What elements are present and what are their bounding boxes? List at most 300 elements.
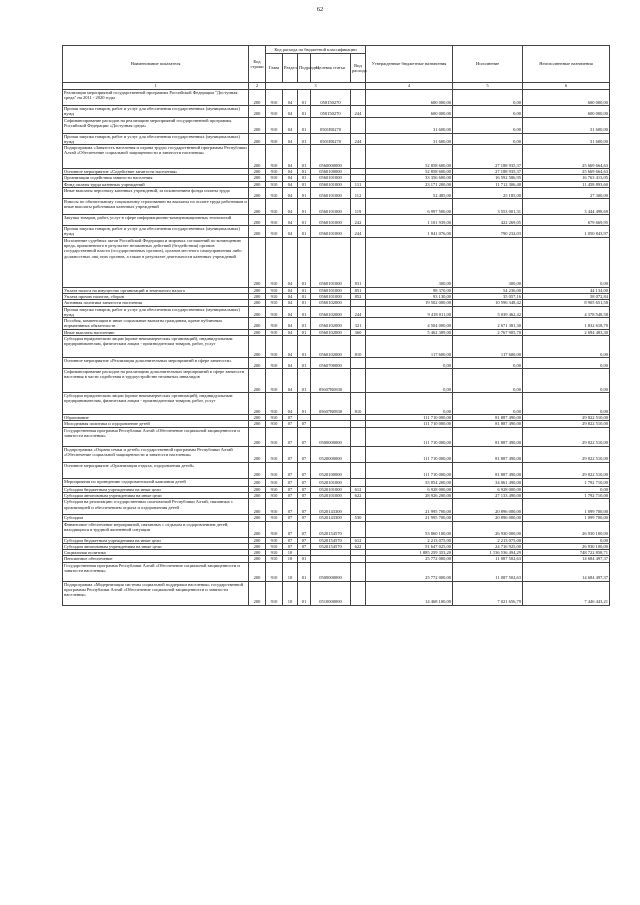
row-line-code: 200 bbox=[249, 117, 266, 133]
row-podrazdel: 07 bbox=[298, 515, 311, 521]
row-approved: 33 356 600,00 bbox=[366, 175, 453, 181]
row-target: 0560101000 bbox=[311, 293, 351, 299]
row-line-code: 200 bbox=[249, 175, 266, 181]
row-unexecuted: 748 722 858,71 bbox=[523, 550, 610, 556]
row-unexecuted: 600 000,00 bbox=[523, 106, 610, 118]
row-glava: 910 bbox=[266, 329, 283, 335]
row-podrazdel: 01 bbox=[298, 287, 311, 293]
row-approved: 14 468 100,00 bbox=[366, 581, 453, 605]
row-glava: 910 bbox=[266, 306, 283, 318]
row-podrazdel: 01 bbox=[298, 318, 311, 330]
row-line-code: 200 bbox=[249, 306, 266, 318]
row-executed: 0,00 bbox=[453, 90, 523, 106]
row-approved: 35 854 200,00 bbox=[366, 478, 453, 486]
row-podrazdel: 01 bbox=[298, 306, 311, 318]
row-target: 05607R0830 bbox=[311, 393, 351, 415]
row-glava: 910 bbox=[266, 478, 283, 486]
row-razdel: 07 bbox=[283, 521, 298, 537]
row-glava: 910 bbox=[266, 226, 283, 238]
row-podrazdel: 07 bbox=[298, 446, 311, 462]
row-target: 0560101000 bbox=[311, 237, 351, 287]
row-razdel: 07 bbox=[283, 462, 298, 478]
row-target: 0520143300 bbox=[311, 499, 351, 515]
row-expense-type bbox=[351, 90, 366, 106]
row-line-code: 200 bbox=[249, 329, 266, 335]
row-line-code: 200 bbox=[249, 226, 266, 238]
row-target: 0520101000 bbox=[311, 478, 351, 486]
row-glava: 910 bbox=[266, 492, 283, 498]
row-line-code: 200 bbox=[249, 581, 266, 605]
row-name: Подпрограмма «Охрана семьи и детей» государственной программы Республики Алтай «Обеспечение социальной защищенности и занятости населения» bbox=[63, 446, 249, 462]
row-podrazdel: 01 bbox=[298, 106, 311, 118]
row-podrazdel: 01 bbox=[298, 358, 311, 369]
row-podrazdel: 01 bbox=[298, 90, 311, 106]
row-podrazdel: 01 bbox=[298, 215, 311, 226]
row-target: 0560101000 bbox=[311, 287, 351, 293]
row-expense-type bbox=[351, 427, 366, 446]
row-name: Уплата прочих налогов, сборов bbox=[63, 293, 249, 299]
header-executed: Исполнение bbox=[453, 46, 523, 83]
row-unexecuted: 0,00 bbox=[523, 537, 610, 543]
row-expense-type: 321 bbox=[351, 318, 366, 330]
page-number: 62 bbox=[316, 6, 324, 13]
row-name: Иные выплаты населению bbox=[63, 329, 249, 335]
row-executed: 27 133 490,00 bbox=[453, 492, 523, 498]
row-razdel: 04 bbox=[283, 306, 298, 318]
table-row bbox=[63, 562, 610, 581]
row-name: Субсидии на реализацию государственных полномочий Республики Алтай, связанных с организацией и обеспечением отдыха и оздоровления детей bbox=[63, 499, 249, 515]
row-expense-type bbox=[351, 117, 366, 133]
row-glava: 910 bbox=[266, 215, 283, 226]
row-unexecuted: 0,00 bbox=[523, 237, 610, 287]
row-name: Взносы по обязательному социальному страхованию на выплаты по оплате труда работников и иные выплаты работникам казенных учреждений bbox=[63, 199, 249, 215]
row-expense-type: 831 bbox=[351, 237, 366, 287]
row-approved: 1 885 259 353,20 bbox=[366, 550, 453, 556]
row-glava: 910 bbox=[266, 562, 283, 581]
row-glava: 910 bbox=[266, 293, 283, 299]
row-name: Молодежная политика и оздоровление детей bbox=[63, 421, 249, 427]
row-podrazdel: 07 bbox=[298, 499, 311, 515]
row-razdel: 04 bbox=[283, 188, 298, 199]
row-executed: 0,00 bbox=[453, 133, 523, 145]
row-line-code: 200 bbox=[249, 427, 266, 446]
header-razdel: Раздел bbox=[283, 54, 298, 83]
row-name: Субсидии юридическим лицам (кроме некоммерческих организаций), индивидуальным предпринимателям, физическим лицам - производителям товаров, работ, услуг bbox=[63, 336, 249, 358]
row-target: 0560101000 bbox=[311, 226, 351, 238]
row-executed: 16 592 586,95 bbox=[453, 175, 523, 181]
table-row bbox=[63, 215, 610, 226]
row-podrazdel: 07 bbox=[298, 478, 311, 486]
row-approved: 111 710 000,00 bbox=[366, 415, 453, 421]
row-razdel: 04 bbox=[283, 287, 298, 293]
row-expense-type bbox=[351, 499, 366, 515]
row-expense-type: 622 bbox=[351, 492, 366, 498]
row-executed: 20 896 000,00 bbox=[453, 515, 523, 521]
row-unexecuted: 14 684 497,37 bbox=[523, 556, 610, 562]
row-executed: 5 039 462,42 bbox=[453, 306, 523, 318]
row-name: Государственная программа Республики Алтай «Обеспечение социальной защищенности и занятости населения» bbox=[63, 427, 249, 446]
row-approved: 4 504 000,00 bbox=[366, 318, 453, 330]
row-glava: 910 bbox=[266, 145, 283, 169]
row-podrazdel: 01 bbox=[298, 169, 311, 175]
row-name: Прочая закупка товаров, работ и услуг для обеспечения государственных (муниципальных) нужд bbox=[63, 226, 249, 238]
row-razdel: 04 bbox=[283, 175, 298, 181]
row-name: Субсидии автономным учреждениям на иные цели bbox=[63, 543, 249, 549]
row-target: 0560000000 bbox=[311, 145, 351, 169]
row-line-code: 200 bbox=[249, 358, 266, 369]
row-expense-type: 244 bbox=[351, 106, 366, 118]
row-target: 0500000000 bbox=[311, 427, 351, 446]
row-approved: 1 841 076,00 bbox=[366, 226, 453, 238]
row-expense-type: 612 bbox=[351, 486, 366, 492]
row-unexecuted: 11 458 893,60 bbox=[523, 181, 610, 187]
table-row bbox=[63, 106, 610, 118]
row-unexecuted: 16 763 413,05 bbox=[523, 175, 610, 181]
row-approved: 117 600,00 bbox=[366, 336, 453, 358]
row-approved: 98 370,00 bbox=[366, 287, 453, 293]
row-line-code: 200 bbox=[249, 106, 266, 118]
header-target: Целевая статья bbox=[311, 54, 351, 83]
row-line-code: 200 bbox=[249, 369, 266, 393]
row-approved: 51 647 025,00 bbox=[366, 543, 453, 549]
row-glava: 910 bbox=[266, 393, 283, 415]
row-razdel: 04 bbox=[283, 117, 298, 133]
row-razdel: 10 bbox=[283, 556, 298, 562]
row-line-code: 200 bbox=[249, 421, 266, 427]
row-approved: 111 710 000,00 bbox=[366, 446, 453, 462]
row-unexecuted: 1 832 618,70 bbox=[523, 318, 610, 330]
header-unexecuted: Неисполненные назначения bbox=[523, 46, 610, 83]
row-glava: 910 bbox=[266, 486, 283, 492]
row-target: 0560101000 bbox=[311, 175, 351, 181]
row-glava: 910 bbox=[266, 181, 283, 187]
row-line-code: 200 bbox=[249, 300, 266, 306]
row-glava: 910 bbox=[266, 543, 283, 549]
row-expense-type bbox=[351, 521, 366, 537]
row-glava: 910 bbox=[266, 199, 283, 215]
row-executed: 3 553 001,31 bbox=[453, 199, 523, 215]
row-expense-type bbox=[351, 358, 366, 369]
row-line-code: 200 bbox=[249, 446, 266, 462]
row-approved: 600 000,00 bbox=[366, 90, 453, 106]
table-row bbox=[63, 318, 610, 330]
row-name: Основное мероприятие «Организация отдыха, оздоровления детей» bbox=[63, 462, 249, 478]
row-razdel: 07 bbox=[283, 427, 298, 446]
row-expense-type: 810 bbox=[351, 393, 366, 415]
row-podrazdel: 01 bbox=[298, 237, 311, 287]
table-row bbox=[63, 358, 610, 369]
row-unexecuted: 1 792 710,00 bbox=[523, 492, 610, 498]
row-razdel: 04 bbox=[283, 106, 298, 118]
row-unexecuted: 29 822 510,00 bbox=[523, 446, 610, 462]
row-line-code: 200 bbox=[249, 556, 266, 562]
row-approved: 53 860 100,00 bbox=[366, 521, 453, 537]
row-glava: 910 bbox=[266, 300, 283, 306]
row-approved: 1 101 939,00 bbox=[366, 215, 453, 226]
row-expense-type bbox=[351, 369, 366, 393]
row-razdel: 07 bbox=[283, 421, 298, 427]
row-name: Прочая закупка товаров, работ и услуг для обеспечения государственных (муниципальных) нужд bbox=[63, 106, 249, 118]
table-row bbox=[63, 427, 610, 446]
header-classification-group: Код расхода по бюджетной классификации bbox=[266, 46, 366, 54]
row-expense-type: 244 bbox=[351, 133, 366, 145]
row-target: 0560102000 bbox=[311, 329, 351, 335]
row-target: 0560102000 bbox=[311, 306, 351, 318]
row-glava: 910 bbox=[266, 515, 283, 521]
column-index: 5 bbox=[453, 83, 523, 90]
row-razdel: 04 bbox=[283, 145, 298, 169]
row-line-code: 200 bbox=[249, 237, 266, 287]
table-row bbox=[63, 336, 610, 358]
row-approved: 31 600,00 bbox=[366, 117, 453, 133]
row-line-code: 200 bbox=[249, 550, 266, 556]
row-target: 050150270 bbox=[311, 90, 351, 106]
row-line-code: 200 bbox=[249, 318, 266, 330]
row-unexecuted: 26 930 100,00 bbox=[523, 521, 610, 537]
table-row bbox=[63, 499, 610, 515]
row-glava: 910 bbox=[266, 117, 283, 133]
row-podrazdel: 07 bbox=[298, 492, 311, 498]
row-name: Субсидии бюджетным учреждениям на иные цели bbox=[63, 537, 249, 543]
row-name: Субсидии bbox=[63, 515, 249, 521]
row-unexecuted: 29 822 510,00 bbox=[523, 462, 610, 478]
row-podrazdel: 07 bbox=[298, 537, 311, 543]
row-name: Основное мероприятие «Содействие занятости населения» bbox=[63, 169, 249, 175]
row-line-code: 200 bbox=[249, 181, 266, 187]
row-line-code: 200 bbox=[249, 393, 266, 415]
row-expense-type: 244 bbox=[351, 226, 366, 238]
row-approved: 28 926 200,00 bbox=[366, 492, 453, 498]
table-row bbox=[63, 306, 610, 318]
row-executed: 10 596 348,42 bbox=[453, 300, 523, 306]
column-index: 1 bbox=[63, 83, 249, 90]
row-name: Иные выплаты персоналу казенных учреждений, за исключением фонда оплаты труда bbox=[63, 188, 249, 199]
row-line-code: 200 bbox=[249, 562, 266, 581]
row-target: 0520101000 bbox=[311, 492, 351, 498]
row-target: 0560102000 bbox=[311, 300, 351, 306]
table-row bbox=[63, 188, 610, 199]
row-approved: 0,00 bbox=[366, 358, 453, 369]
row-razdel: 04 bbox=[283, 358, 298, 369]
row-glava: 910 bbox=[266, 369, 283, 393]
row-razdel: 04 bbox=[283, 199, 298, 215]
row-executed: 0,00 bbox=[453, 369, 523, 393]
row-unexecuted: 8 905 651,58 bbox=[523, 300, 610, 306]
row-razdel: 04 bbox=[283, 181, 298, 187]
row-line-code: 200 bbox=[249, 133, 266, 145]
row-target: 0560101000 bbox=[311, 188, 351, 199]
row-expense-type bbox=[351, 581, 366, 605]
row-unexecuted: 0,00 bbox=[523, 358, 610, 369]
row-expense-type: 244 bbox=[351, 306, 366, 318]
table-row bbox=[63, 581, 610, 605]
row-name: Мероприятия по проведению оздоровительной кампании детей bbox=[63, 478, 249, 486]
row-executed: 11 087 502,63 bbox=[453, 562, 523, 581]
row-unexecuted: 31 600,00 bbox=[523, 117, 610, 133]
row-name: Прочая закупка товаров, работ и услуг для обеспечения государственных (муниципальных) нужд bbox=[63, 306, 249, 318]
row-target: 0520100000 bbox=[311, 462, 351, 478]
table-row bbox=[63, 369, 610, 393]
row-expense-type bbox=[351, 562, 366, 581]
row-name: Исполнение судебных актов Российской Федерации и мировых соглашений по возмещению вреда, причиненного в результате незаконных действий (бездействия) органов государственной власти (государственных органов), органов местного самоуправления либо должностных лиц этих органов, а также в результате деятельности казенных учреждений bbox=[63, 237, 249, 287]
row-podrazdel: 07 bbox=[298, 427, 311, 446]
header-name: Наименование показателя bbox=[63, 46, 249, 83]
row-unexecuted: 1 099 700,00 bbox=[523, 499, 610, 515]
row-podrazdel: 01 bbox=[298, 145, 311, 169]
row-name: Софинансирование расходов на реализацию мероприятий государственной программы Российской Федерации «Доступная среда» bbox=[63, 117, 249, 133]
row-line-code: 200 bbox=[249, 478, 266, 486]
row-podrazdel: 01 bbox=[298, 329, 311, 335]
row-unexecuted: 29 822 510,00 bbox=[523, 415, 610, 421]
row-executed: 7 021 656,79 bbox=[453, 581, 523, 605]
row-name: Активная политика занятости населения bbox=[63, 300, 249, 306]
row-glava: 910 bbox=[266, 106, 283, 118]
table-row bbox=[63, 393, 610, 415]
row-glava: 910 bbox=[266, 358, 283, 369]
row-expense-type: 612 bbox=[351, 537, 366, 543]
row-name: Пособия, компенсации и иные социальные выплаты гражданам, кроме публичных нормативных обязательств bbox=[63, 318, 249, 330]
row-expense-type bbox=[351, 446, 366, 462]
row-razdel: 07 bbox=[283, 415, 298, 421]
row-razdel: 04 bbox=[283, 237, 298, 287]
row-approved: 111 710 000,00 bbox=[366, 421, 453, 427]
row-executed: 0,00 bbox=[453, 117, 523, 133]
budget-execution-table bbox=[62, 45, 610, 606]
column-index: 6 bbox=[523, 83, 610, 90]
row-expense-type: 530 bbox=[351, 515, 366, 521]
row-line-code: 200 bbox=[249, 537, 266, 543]
row-target: 0560102000 bbox=[311, 336, 351, 358]
row-executed: 81 887 490,00 bbox=[453, 462, 523, 478]
row-approved: 5 462 389,00 bbox=[366, 329, 453, 335]
row-expense-type bbox=[351, 478, 366, 486]
row-podrazdel: 01 bbox=[298, 369, 311, 393]
row-podrazdel: 01 bbox=[298, 226, 311, 238]
row-target: 0500000000 bbox=[311, 562, 351, 581]
row-podrazdel: 01 bbox=[298, 293, 311, 299]
row-glava: 910 bbox=[266, 169, 283, 175]
row-line-code: 200 bbox=[249, 293, 266, 299]
row-unexecuted: 2 694 483,30 bbox=[523, 329, 610, 335]
row-executed: 11 712 306,40 bbox=[453, 181, 523, 187]
row-unexecuted: 29 822 510,00 bbox=[523, 427, 610, 446]
row-expense-type: 810 bbox=[351, 336, 366, 358]
row-executed: 26 930 000,00 bbox=[453, 521, 523, 537]
row-approved: 9 418 011,00 bbox=[366, 306, 453, 318]
row-razdel: 07 bbox=[283, 446, 298, 462]
row-name: Основное мероприятие «Реализация дополнительных мероприятий в сфере занятости» bbox=[63, 358, 249, 369]
table-row bbox=[63, 521, 610, 537]
row-name: Финансовое обеспечение мероприятий, связанных с отдыхом и оздоровлением детей, находящихся в трудной жизненной ситуации bbox=[63, 521, 249, 537]
row-name: Субсидии бюджетным учреждениям на иные цели bbox=[63, 486, 249, 492]
row-razdel: 07 bbox=[283, 537, 298, 543]
row-razdel: 04 bbox=[283, 226, 298, 238]
row-line-code: 200 bbox=[249, 336, 266, 358]
table-row bbox=[63, 462, 610, 478]
row-target: 0501R0270 bbox=[311, 133, 351, 145]
row-razdel: 04 bbox=[283, 169, 298, 175]
row-razdel: 04 bbox=[283, 393, 298, 415]
row-podrazdel: 01 bbox=[298, 175, 311, 181]
row-approved: 0,00 bbox=[366, 369, 453, 393]
row-executed: 6 928 000,00 bbox=[453, 486, 523, 492]
row-target: 0560101000 bbox=[311, 181, 351, 187]
row-razdel: 07 bbox=[283, 492, 298, 498]
header-line-code: Код строки bbox=[249, 46, 266, 83]
row-executed: 27 188 935,37 bbox=[453, 169, 523, 175]
row-expense-type: 119 bbox=[351, 199, 366, 215]
row-razdel: 04 bbox=[283, 90, 298, 106]
row-line-code: 200 bbox=[249, 515, 266, 521]
row-name: Субсидии юридическим лицам (кроме некоммерческих организаций), индивидуальным предпринимателям, физическим лицам - производителям товаров, работ, услуг bbox=[63, 393, 249, 415]
row-razdel: 04 bbox=[283, 318, 298, 330]
row-target: 0560700000 bbox=[311, 358, 351, 369]
row-glava: 910 bbox=[266, 90, 283, 106]
row-podrazdel: 01 bbox=[298, 199, 311, 215]
row-name: Государственная программа Республики Алтай «Обеспечение социальной защищенности и занятости населения» bbox=[63, 562, 249, 581]
row-glava: 910 bbox=[266, 462, 283, 478]
row-name: Закупка товаров, работ, услуг в сфере информационно-коммуникационных технологий bbox=[63, 215, 249, 226]
row-podrazdel: 01 bbox=[298, 336, 311, 358]
row-unexecuted: 3 444 498,69 bbox=[523, 199, 610, 215]
row-executed: 81 887 490,00 bbox=[453, 415, 523, 421]
row-expense-type: 851 bbox=[351, 287, 366, 293]
row-podrazdel: 01 bbox=[298, 556, 311, 562]
table-row bbox=[63, 199, 610, 215]
row-name: Софинансирование расходов на реализацию дополнительных мероприятий в сфере занятости населения в части содействия в трудоустройстве незанятых инвалидов bbox=[63, 369, 249, 393]
header-approved: Утвержденные бюджетные назначения bbox=[366, 46, 453, 83]
row-unexecuted: 1 099 700,00 bbox=[523, 515, 610, 521]
row-line-code: 200 bbox=[249, 199, 266, 215]
row-podrazdel: 07 bbox=[298, 462, 311, 478]
table-row bbox=[63, 237, 610, 287]
row-razdel: 07 bbox=[283, 478, 298, 486]
row-approved: 52 485,00 bbox=[366, 188, 453, 199]
row-executed: 81 887 490,00 bbox=[453, 427, 523, 446]
table-row bbox=[63, 133, 610, 145]
row-unexecuted: 7 446 443,21 bbox=[523, 581, 610, 605]
row-glava: 910 bbox=[266, 287, 283, 293]
row-name: Реализация мероприятий государственной программы Российской Федерации "Доступная среда" на 2011 - 2020 годы bbox=[63, 90, 249, 106]
row-podrazdel: 07 bbox=[298, 486, 311, 492]
row-unexecuted: 1 050 843,97 bbox=[523, 226, 610, 238]
row-podrazdel: 01 bbox=[298, 581, 311, 605]
row-unexecuted: 0,00 bbox=[523, 336, 610, 358]
row-target: 0520154570 bbox=[311, 543, 351, 549]
row-approved: 2 213 075,00 bbox=[366, 537, 453, 543]
row-podrazdel: 01 bbox=[298, 393, 311, 415]
row-line-code: 200 bbox=[249, 90, 266, 106]
table-row bbox=[63, 145, 610, 169]
row-unexecuted: 26 930 100,00 bbox=[523, 543, 610, 549]
table-row bbox=[63, 117, 610, 133]
row-approved: 6 997 500,00 bbox=[366, 199, 453, 215]
row-target: 0560102000 bbox=[311, 318, 351, 330]
row-unexecuted: 0,00 bbox=[523, 393, 610, 415]
row-executed: 27 188 935,37 bbox=[453, 145, 523, 169]
row-executed: 2 213 075,00 bbox=[453, 537, 523, 543]
row-executed: 34 061 490,00 bbox=[453, 478, 523, 486]
row-target: 0510000000 bbox=[311, 581, 351, 605]
row-name: Прочая закупка товаров, работ и услуг для обеспечения государственных (муниципальных) нужд bbox=[63, 133, 249, 145]
row-approved: 93 130,00 bbox=[366, 293, 453, 299]
row-unexecuted: 14 684 497,37 bbox=[523, 562, 610, 581]
row-podrazdel: 01 bbox=[298, 562, 311, 581]
row-unexecuted: 0,00 bbox=[523, 486, 610, 492]
row-line-code: 200 bbox=[249, 415, 266, 421]
column-index: 4 bbox=[366, 83, 453, 90]
row-podrazdel: 01 bbox=[298, 181, 311, 187]
